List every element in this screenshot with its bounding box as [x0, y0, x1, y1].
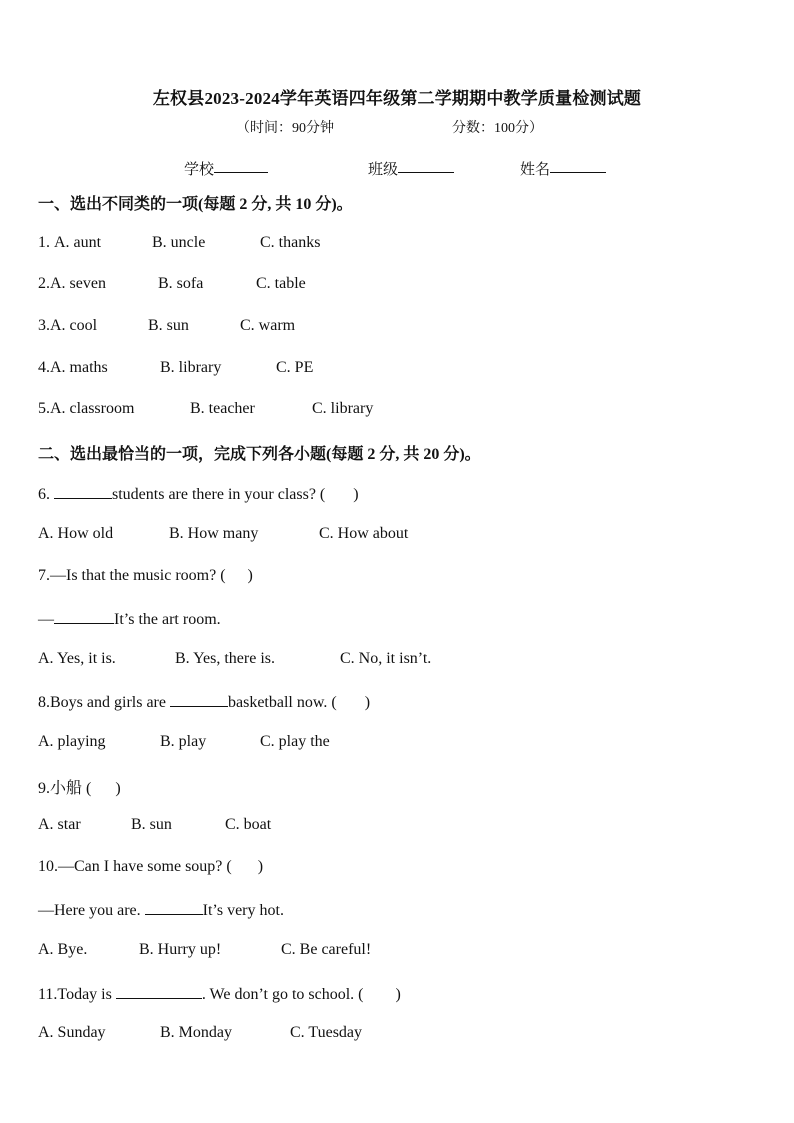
section1-heading: 一、选出不同类的一项(每题 2 分, 共 10 分)。 — [38, 196, 353, 213]
question-11: 11.Today is . We don’t go to school. ( ) — [38, 983, 401, 1004]
question-6: 6. students are there in your class? ( ) — [38, 483, 359, 504]
answer-blank[interactable] — [54, 608, 114, 624]
option-c: C. thanks — [260, 234, 321, 251]
class-blank[interactable] — [398, 158, 454, 173]
name-blank[interactable] — [550, 158, 606, 173]
option-c: C. table — [256, 275, 306, 292]
option-a: A. Sunday — [38, 1024, 106, 1041]
question-9: 9.小船 ( ) — [38, 780, 121, 797]
option-b: B. How many — [169, 525, 259, 542]
question-5: 5.A. classroom B. teacher C. library — [38, 400, 374, 417]
class-field: 班级 — [368, 158, 398, 179]
option-a: A. playing — [38, 733, 106, 750]
answer-blank[interactable] — [54, 483, 112, 499]
time-limit: （时间：90分钟 — [236, 121, 334, 136]
option-b: B. Monday — [160, 1024, 232, 1041]
question-7-reply: — It’s the art room. — [38, 608, 221, 629]
school-blank[interactable] — [214, 158, 268, 173]
option-c: C. library — [312, 400, 374, 417]
option-a: A. star — [38, 816, 81, 833]
question-7-options — [38, 650, 431, 668]
option-b: B. sofa — [158, 275, 204, 292]
option-c: C. PE — [276, 359, 314, 376]
answer-blank[interactable] — [170, 691, 228, 707]
total-score: 分数：100分） — [452, 121, 543, 136]
option-b: B. uncle — [152, 234, 206, 251]
option-a: A. How old — [38, 525, 114, 542]
question-10-reply: —Here you are. It’s very hot. — [38, 899, 284, 920]
option-c: C. boat — [225, 816, 272, 833]
question-1: 1. A. aunt B. uncle C. thanks — [38, 234, 321, 251]
answer-blank[interactable] — [116, 983, 202, 999]
question-6-options — [38, 525, 408, 543]
question-10: 10.—Can I have some soup? ( ) — [38, 858, 264, 875]
option-b: B. sun — [148, 317, 189, 334]
option-a: A. maths — [50, 359, 108, 376]
question-4: 4.A. maths B. library C. PE — [38, 359, 314, 376]
question-2: 2.A. seven B. sofa C. table — [38, 275, 306, 292]
option-a: A. classroom — [50, 400, 135, 417]
option-b: B. teacher — [190, 400, 255, 417]
question-8-options — [38, 733, 330, 751]
section2-heading: 二、选出最恰当的一项，完成下列各小题(每题 2 分, 共 20 分)。 — [38, 446, 481, 463]
option-c: C. Be careful! — [281, 941, 372, 958]
option-b: B. sun — [131, 816, 172, 833]
option-b: B. Hurry up! — [139, 941, 222, 958]
option-b: B. Yes, there is. — [175, 650, 276, 667]
option-b: B. play — [160, 733, 207, 750]
option-a: A. Bye. — [38, 941, 88, 958]
option-a: A. seven — [50, 275, 106, 292]
question-10-options — [38, 941, 371, 959]
option-c: C. warm — [240, 317, 296, 334]
option-c: C. No, it isn’t. — [340, 650, 432, 667]
name-field: 姓名 — [520, 158, 550, 179]
question-3: 3.A. cool B. sun C. warm — [38, 317, 296, 334]
option-c: C. How about — [319, 525, 409, 542]
question-8: 8.Boys and girls are basketball now. ( ) — [38, 691, 370, 712]
question-11-options — [38, 1024, 362, 1042]
option-c: C. Tuesday — [290, 1024, 363, 1041]
school-field: 学校 — [184, 158, 214, 179]
option-a: A. aunt — [54, 234, 102, 251]
answer-blank[interactable] — [145, 899, 203, 915]
question-9-options — [38, 816, 271, 834]
option-b: B. library — [160, 359, 222, 376]
option-a: A. cool — [50, 317, 98, 334]
option-a: A. Yes, it is. — [38, 650, 116, 667]
option-c: C. play the — [260, 733, 330, 750]
exam-title: 左权县2023-2024学年英语四年级第二学期期中教学质量检测试题 — [152, 89, 642, 108]
question-7: 7.—Is that the music room? ( ) — [38, 567, 253, 584]
